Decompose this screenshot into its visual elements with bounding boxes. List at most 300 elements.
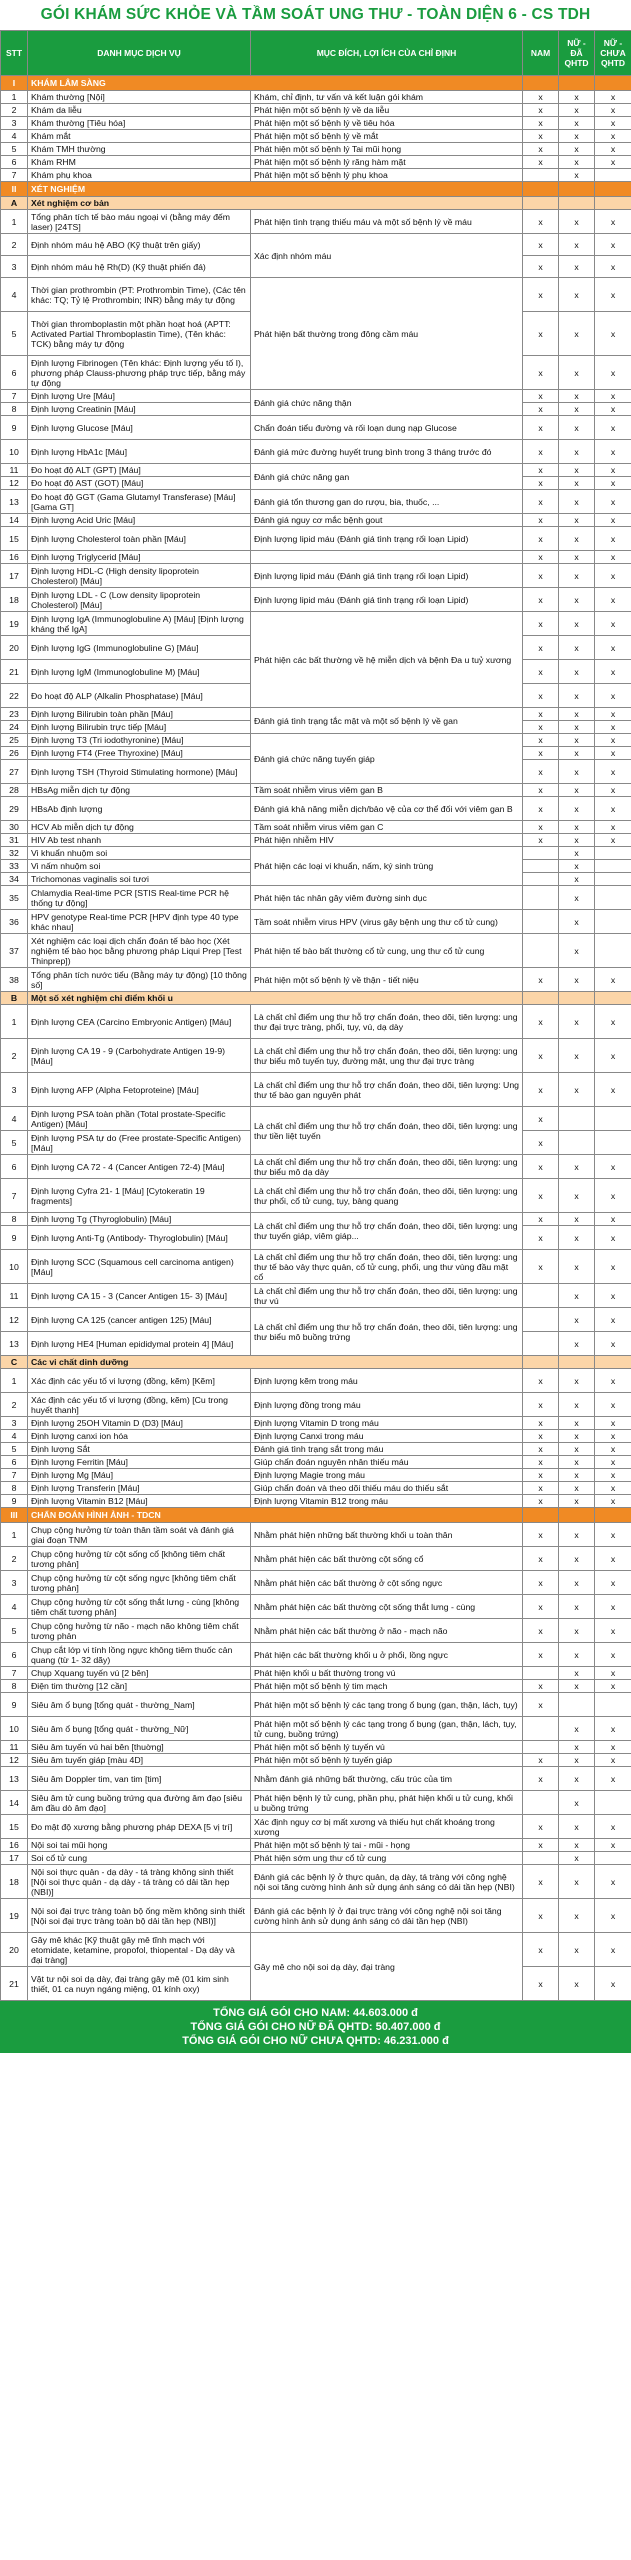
- female-single-mark: x: [595, 1967, 631, 2001]
- service-name: Đo hoạt độ AST (GOT) [Máu]: [28, 477, 251, 490]
- female-married-mark: x: [559, 1741, 595, 1754]
- table-row: [1, 1250, 631, 1284]
- table-row: [1, 1369, 631, 1393]
- row-number: 2: [1, 1547, 28, 1571]
- female-single-mark: x: [595, 390, 631, 403]
- section-index: B: [1, 992, 28, 1005]
- female-single-mark: x: [595, 514, 631, 527]
- table-row: [1, 156, 631, 169]
- male-mark: [523, 873, 559, 886]
- male-mark: x: [523, 278, 559, 312]
- row-number: 6: [1, 156, 28, 169]
- female-single-mark: [595, 1791, 631, 1815]
- header-female-single: NỮ - CHƯA QHTD: [595, 31, 631, 76]
- female-single-mark: [595, 1131, 631, 1155]
- female-single-mark: x: [595, 1308, 631, 1332]
- service-purpose: Nhằm đánh giá những bất thường, cấu trúc của tim: [251, 1767, 523, 1791]
- male-mark: [523, 886, 559, 910]
- row-number: 9: [1, 1693, 28, 1717]
- female-single-mark: x: [595, 821, 631, 834]
- row-number: 30: [1, 821, 28, 834]
- row-number: 14: [1, 1791, 28, 1815]
- service-name: Định lượng Creatinin [Máu]: [28, 403, 251, 416]
- female-married-mark: x: [559, 1865, 595, 1899]
- male-mark: x: [523, 784, 559, 797]
- row-number: 4: [1, 278, 28, 312]
- male-mark: x: [523, 464, 559, 477]
- male-mark: x: [523, 143, 559, 156]
- female-married-mark: x: [559, 684, 595, 708]
- table-row: [1, 1107, 631, 1131]
- header-purpose: MỤC ĐÍCH, LỢI ÍCH CỦA CHỈ ĐỊNH: [251, 31, 523, 76]
- section-row: [1, 76, 631, 91]
- service-name: Định lượng IgG (Immunoglobuline G) [Máu]: [28, 636, 251, 660]
- service-purpose: Định lượng lipid máu (Đánh giá tình trạng rối loạn Lipid): [251, 564, 523, 588]
- service-purpose: Phát hiện một số bệnh lý tuyến vú: [251, 1741, 523, 1754]
- service-name: HBsAg miễn dịch tự động: [28, 784, 251, 797]
- female-single-mark: x: [595, 1839, 631, 1852]
- section-index: A: [1, 197, 28, 210]
- male-mark: x: [523, 834, 559, 847]
- female-married-mark: x: [559, 130, 595, 143]
- male-mark: x: [523, 734, 559, 747]
- table-row: [1, 1619, 631, 1643]
- female-married-mark: x: [559, 1073, 595, 1107]
- row-number: 14: [1, 514, 28, 527]
- female-married-mark: x: [559, 847, 595, 860]
- table-row: [1, 734, 631, 747]
- table-row: [1, 1073, 631, 1107]
- empty-cell: [559, 992, 595, 1005]
- male-mark: x: [523, 390, 559, 403]
- male-mark: x: [523, 1131, 559, 1155]
- service-table: [0, 30, 631, 2001]
- male-mark: x: [523, 821, 559, 834]
- service-purpose: Phát hiện tế bào bất thường cổ tử cung, ung thư cổ tử cung: [251, 934, 523, 968]
- male-mark: x: [523, 256, 559, 278]
- row-number: 6: [1, 1155, 28, 1179]
- row-number: 33: [1, 860, 28, 873]
- female-married-mark: [559, 1107, 595, 1131]
- row-number: 1: [1, 210, 28, 234]
- female-single-mark: x: [595, 117, 631, 130]
- male-mark: x: [523, 1482, 559, 1495]
- service-name: Nội soi đại trực tràng toàn bộ ống mềm không sinh thiết [Nội soi đại trực tràng toàn bộ dải tần hẹp (NBI)]: [28, 1899, 251, 1933]
- male-mark: x: [523, 1417, 559, 1430]
- female-single-mark: x: [595, 1005, 631, 1039]
- female-single-mark: x: [595, 490, 631, 514]
- male-mark: x: [523, 636, 559, 660]
- row-number: 8: [1, 403, 28, 416]
- table-row: [1, 1815, 631, 1839]
- table-row: [1, 514, 631, 527]
- service-purpose: Phát hiện các bất thường về hệ miễn dịch và bệnh Đa u tuỷ xương: [251, 612, 523, 708]
- row-number: 6: [1, 1643, 28, 1667]
- service-name: Định lượng Ure [Máu]: [28, 390, 251, 403]
- table-row: [1, 91, 631, 104]
- female-single-mark: x: [595, 1865, 631, 1899]
- row-number: 19: [1, 1899, 28, 1933]
- service-name: Định lượng FT4 (Free Thyroxine) [Máu]: [28, 747, 251, 760]
- row-number: 16: [1, 1839, 28, 1852]
- male-mark: x: [523, 612, 559, 636]
- service-name: Trichomonas vaginalis soi tươi: [28, 873, 251, 886]
- female-single-mark: x: [595, 91, 631, 104]
- female-single-mark: x: [595, 1767, 631, 1791]
- female-single-mark: x: [595, 1179, 631, 1213]
- male-mark: [523, 860, 559, 873]
- female-single-mark: [595, 1852, 631, 1865]
- table-row: [1, 1547, 631, 1571]
- female-married-mark: x: [559, 1482, 595, 1495]
- service-name: Định lượng IgM (Immunoglobuline M) [Máu]: [28, 660, 251, 684]
- service-name: Định lượng Mg [Máu]: [28, 1469, 251, 1482]
- service-purpose: Phát hiện một số bệnh lý về thận - tiết niệu: [251, 968, 523, 992]
- female-married-mark: x: [559, 1899, 595, 1933]
- female-married-mark: x: [559, 1443, 595, 1456]
- female-single-mark: x: [595, 477, 631, 490]
- service-name: HPV genotype Real-time PCR [HPV định type 40 type khác nhau]: [28, 910, 251, 934]
- service-name: Khám thường [Nội]: [28, 91, 251, 104]
- female-married-mark: x: [559, 169, 595, 182]
- service-purpose: Phát hiện bệnh lý tử cung, phần phụ, phát hiện khối u tử cung, khối u buồng trứng: [251, 1791, 523, 1815]
- table-row: [1, 490, 631, 514]
- service-name: Khám RHM: [28, 156, 251, 169]
- table-row: [1, 1595, 631, 1619]
- service-name: HCV Ab miễn dịch tự động: [28, 821, 251, 834]
- female-single-mark: x: [595, 1369, 631, 1393]
- row-number: 1: [1, 1369, 28, 1393]
- female-married-mark: x: [559, 636, 595, 660]
- empty-cell: [523, 182, 559, 197]
- male-mark: x: [523, 968, 559, 992]
- service-purpose: Định lượng lipid máu (Đánh giá tình trạng rối loạn Lipid): [251, 588, 523, 612]
- table-row: [1, 234, 631, 256]
- male-mark: x: [523, 1430, 559, 1443]
- service-name: Gây mê khác [Kỹ thuật gây mê tĩnh mạch với etomidate, ketamine, propofol, thiopental - Dạ dày và đại tràng]: [28, 1933, 251, 1967]
- female-single-mark: [595, 934, 631, 968]
- empty-cell: [523, 197, 559, 210]
- female-single-mark: x: [595, 234, 631, 256]
- row-number: 12: [1, 477, 28, 490]
- male-mark: x: [523, 1680, 559, 1693]
- male-mark: x: [523, 1595, 559, 1619]
- table-row: [1, 1680, 631, 1693]
- service-purpose: Nhằm phát hiện các bất thường cột sống thắt lưng - cùng: [251, 1595, 523, 1619]
- service-purpose: Đánh giá khả năng miễn dịch/bảo vệ của cơ thể đối với viêm gan B: [251, 797, 523, 821]
- female-married-mark: x: [559, 1469, 595, 1482]
- empty-cell: [595, 1356, 631, 1369]
- male-mark: [523, 1717, 559, 1741]
- table-row: [1, 797, 631, 821]
- row-number: 20: [1, 636, 28, 660]
- table-row: [1, 1456, 631, 1469]
- empty-cell: [523, 76, 559, 91]
- row-number: 34: [1, 873, 28, 886]
- table-row: [1, 1865, 631, 1899]
- row-number: 3: [1, 256, 28, 278]
- table-row: [1, 1284, 631, 1308]
- female-married-mark: x: [559, 910, 595, 934]
- female-single-mark: x: [595, 660, 631, 684]
- row-number: 6: [1, 1456, 28, 1469]
- table-row: [1, 416, 631, 440]
- table-row: [1, 1767, 631, 1791]
- service-name: Định lượng HE4 [Human epididymal protein 4] [Máu]: [28, 1332, 251, 1356]
- section-row: [1, 182, 631, 197]
- female-single-mark: x: [595, 1933, 631, 1967]
- service-purpose: Giúp chẩn đoán nguyên nhân thiếu máu: [251, 1456, 523, 1469]
- female-single-mark: x: [595, 416, 631, 440]
- female-single-mark: x: [595, 312, 631, 356]
- table-row: [1, 130, 631, 143]
- service-name: Định lượng CA 19 - 9 (Carbohydrate Antigen 19-9) [Máu]: [28, 1039, 251, 1073]
- row-number: 35: [1, 886, 28, 910]
- service-purpose: Phát hiện một số bệnh lý các tạng trong ổ bụng (gan, thận, lách, tụy): [251, 1693, 523, 1717]
- row-number: 29: [1, 797, 28, 821]
- male-mark: x: [523, 708, 559, 721]
- female-single-mark: x: [595, 156, 631, 169]
- female-single-mark: x: [595, 588, 631, 612]
- female-single-mark: x: [595, 721, 631, 734]
- row-number: 9: [1, 1495, 28, 1508]
- header-stt: STT: [1, 31, 28, 76]
- female-single-mark: [595, 169, 631, 182]
- female-married-mark: x: [559, 1967, 595, 2001]
- empty-cell: [559, 1356, 595, 1369]
- female-married-mark: x: [559, 1308, 595, 1332]
- row-number: 32: [1, 847, 28, 860]
- male-mark: [523, 910, 559, 934]
- male-mark: x: [523, 440, 559, 464]
- service-name: HIV Ab test nhanh: [28, 834, 251, 847]
- row-number: 7: [1, 1179, 28, 1213]
- row-number: 19: [1, 612, 28, 636]
- table-row: [1, 886, 631, 910]
- empty-cell: [559, 76, 595, 91]
- row-number: 24: [1, 721, 28, 734]
- table-row: [1, 1417, 631, 1430]
- price-totals: [0, 2001, 631, 2053]
- female-married-mark: x: [559, 156, 595, 169]
- service-name: Định lượng Cholesterol toàn phần [Máu]: [28, 527, 251, 551]
- service-purpose: Phát hiện một số bệnh lý về tiêu hóa: [251, 117, 523, 130]
- male-mark: x: [523, 564, 559, 588]
- male-mark: x: [523, 416, 559, 440]
- empty-cell: [595, 1508, 631, 1523]
- service-name: Định nhóm máu hệ Rh(D) (Kỹ thuật phiến đá): [28, 256, 251, 278]
- female-married-mark: x: [559, 1571, 595, 1595]
- table-row: [1, 1430, 631, 1443]
- subsection-row: [1, 197, 631, 210]
- female-single-mark: x: [595, 104, 631, 117]
- table-row: [1, 1213, 631, 1226]
- female-single-mark: x: [595, 834, 631, 847]
- row-number: 11: [1, 1741, 28, 1754]
- empty-cell: [595, 197, 631, 210]
- female-single-mark: x: [595, 968, 631, 992]
- female-married-mark: x: [559, 1767, 595, 1791]
- female-married-mark: x: [559, 1456, 595, 1469]
- table-row: [1, 1717, 631, 1741]
- male-mark: x: [523, 1213, 559, 1226]
- table-row: [1, 1155, 631, 1179]
- table-row: [1, 1179, 631, 1213]
- table-header-row: [1, 31, 631, 76]
- female-married-mark: x: [559, 1595, 595, 1619]
- table-row: [1, 527, 631, 551]
- female-single-mark: x: [595, 734, 631, 747]
- female-married-mark: x: [559, 210, 595, 234]
- service-name: Định lượng 25OH Vitamin D (D3) [Máu]: [28, 1417, 251, 1430]
- service-purpose: Phát hiện một số bệnh lý về da liễu: [251, 104, 523, 117]
- service-purpose: Đánh giá các bệnh lý ở đại trực tràng với công nghệ nội soi tăng cường hình ảnh sử dụng ánh sáng có dải tần hẹp (NBI): [251, 1899, 523, 1933]
- service-name: Định lượng Glucose [Máu]: [28, 416, 251, 440]
- female-married-mark: x: [559, 747, 595, 760]
- subsection-row: [1, 1356, 631, 1369]
- male-mark: x: [523, 1754, 559, 1767]
- male-mark: x: [523, 551, 559, 564]
- service-name: Định lượng Ferritin [Máu]: [28, 1456, 251, 1469]
- row-number: 4: [1, 1430, 28, 1443]
- female-single-mark: x: [595, 747, 631, 760]
- female-married-mark: [559, 1693, 595, 1717]
- service-name: Siêu âm tử cung buồng trứng qua đường âm đạo [siêu âm đầu dò âm đạo]: [28, 1791, 251, 1815]
- service-name: Khám TMH thường: [28, 143, 251, 156]
- male-mark: x: [523, 1643, 559, 1667]
- service-name: Khám phụ khoa: [28, 169, 251, 182]
- female-married-mark: x: [559, 440, 595, 464]
- row-number: 11: [1, 464, 28, 477]
- section-index: I: [1, 76, 28, 91]
- female-married-mark: x: [559, 490, 595, 514]
- male-mark: x: [523, 1226, 559, 1250]
- row-number: 3: [1, 117, 28, 130]
- empty-cell: [595, 992, 631, 1005]
- row-number: 4: [1, 1595, 28, 1619]
- male-mark: x: [523, 1619, 559, 1643]
- section-title: CHẨN ĐOÁN HÌNH ẢNH - TDCN: [28, 1508, 523, 1523]
- empty-cell: [559, 1508, 595, 1523]
- empty-cell: [559, 197, 595, 210]
- table-row: [1, 821, 631, 834]
- female-single-mark: x: [595, 210, 631, 234]
- male-mark: x: [523, 1469, 559, 1482]
- female-single-mark: x: [595, 1680, 631, 1693]
- row-number: 22: [1, 684, 28, 708]
- table-row: [1, 1393, 631, 1417]
- header-male: NAM: [523, 31, 559, 76]
- service-name: Siêu âm ổ bụng [tổng quát - thường_Nữ]: [28, 1717, 251, 1741]
- male-mark: x: [523, 156, 559, 169]
- female-single-mark: x: [595, 708, 631, 721]
- service-name: Siêu âm tuyến vú hai bên [thuờng]: [28, 1741, 251, 1754]
- female-single-mark: x: [595, 1619, 631, 1643]
- female-married-mark: x: [559, 1717, 595, 1741]
- row-number: 10: [1, 1717, 28, 1741]
- service-name: Siêu âm ổ bụng [tổng quát - thường_Nam]: [28, 1693, 251, 1717]
- table-row: [1, 1571, 631, 1595]
- row-number: 1: [1, 91, 28, 104]
- service-purpose: Đánh giá chức năng tuyến giáp: [251, 734, 523, 784]
- service-purpose: Là chất chỉ điểm ung thư hỗ trợ chẩn đoán, theo dõi, tiên lượng: ung thư biểu mô buồng trứng: [251, 1308, 523, 1356]
- table-row: [1, 117, 631, 130]
- service-name: Chụp cắt lớp vi tính lồng ngực không tiêm thuốc cản quang (từ 1- 32 dãy): [28, 1643, 251, 1667]
- male-mark: x: [523, 747, 559, 760]
- female-married-mark: x: [559, 1791, 595, 1815]
- table-row: [1, 1469, 631, 1482]
- table-row: [1, 143, 631, 156]
- service-name: Định lượng CA 15 - 3 (Cancer Antigen 15- 3) [Máu]: [28, 1284, 251, 1308]
- table-row: [1, 551, 631, 564]
- row-number: 18: [1, 588, 28, 612]
- row-number: 4: [1, 1107, 28, 1131]
- female-married-mark: x: [559, 1213, 595, 1226]
- male-mark: x: [523, 1443, 559, 1456]
- service-purpose: Là chất chỉ điểm ung thư hỗ trợ chẩn đoán, theo dõi, tiên lượng: ung thư biểu mô dạ dày: [251, 1155, 523, 1179]
- row-number: 2: [1, 104, 28, 117]
- male-mark: x: [523, 1571, 559, 1595]
- service-name: Chụp cộng hưởng từ não - mạch não không tiêm chất tương phản: [28, 1619, 251, 1643]
- section-title: XÉT NGHIỆM: [28, 182, 523, 197]
- service-name: Xét nghiệm các loại dịch chẩn đoán tế bào học (Xét nghiệm tế bào học bằng phương pháp Liqui Prep [Test Thinprep]): [28, 934, 251, 968]
- service-name: Định lượng Fibrinogen (Tên khác: Định lượng yếu tố I), phương pháp Clauss-phương pháp trực tiếp, bằng máy tự động: [28, 356, 251, 390]
- male-mark: x: [523, 117, 559, 130]
- male-mark: x: [523, 1899, 559, 1933]
- row-number: 3: [1, 1417, 28, 1430]
- male-mark: x: [523, 797, 559, 821]
- service-purpose: Định lượng lipid máu (Đánh giá tình trạng rối loạn Lipid): [251, 527, 523, 551]
- female-married-mark: x: [559, 1250, 595, 1284]
- female-single-mark: x: [595, 1250, 631, 1284]
- table-row: [1, 934, 631, 968]
- row-number: 1: [1, 1523, 28, 1547]
- row-number: 20: [1, 1933, 28, 1967]
- row-number: 21: [1, 1967, 28, 2001]
- male-mark: x: [523, 1815, 559, 1839]
- female-single-mark: x: [595, 1332, 631, 1356]
- female-married-mark: x: [559, 1839, 595, 1852]
- subsection-row: [1, 992, 631, 1005]
- row-number: 7: [1, 390, 28, 403]
- row-number: 17: [1, 1852, 28, 1865]
- service-name: Định lượng Acid Uric [Máu]: [28, 514, 251, 527]
- table-row: [1, 210, 631, 234]
- service-purpose: Là chất chỉ điểm ung thư hỗ trợ chẩn đoán, theo dõi, tiên lượng: ung thư tế bào vảy thực quản, cổ tử cung, phổi, ung thư vùng đầu mặt cổ: [251, 1250, 523, 1284]
- female-married-mark: x: [559, 91, 595, 104]
- male-mark: x: [523, 760, 559, 784]
- service-name: Khám da liễu: [28, 104, 251, 117]
- service-name: Vi khuẩn nhuộm soi: [28, 847, 251, 860]
- female-single-mark: [595, 847, 631, 860]
- service-purpose: Định lượng Vitamin B12 trong máu: [251, 1495, 523, 1508]
- female-married-mark: x: [559, 356, 595, 390]
- row-number: 36: [1, 910, 28, 934]
- row-number: 5: [1, 1131, 28, 1155]
- row-number: 4: [1, 130, 28, 143]
- male-mark: x: [523, 514, 559, 527]
- female-married-mark: x: [559, 1417, 595, 1430]
- table-row: [1, 968, 631, 992]
- section-title: Các vi chất dinh dưỡng: [28, 1356, 523, 1369]
- male-mark: x: [523, 1693, 559, 1717]
- service-purpose: Là chất chỉ điểm ung thư hỗ trợ chẩn đoán, theo dõi, tiên lượng: ung thư tuyến giáp, viêm giáp...: [251, 1213, 523, 1250]
- male-mark: x: [523, 210, 559, 234]
- row-number: 10: [1, 1250, 28, 1284]
- male-mark: x: [523, 1967, 559, 2001]
- service-purpose: Phát hiện một số bệnh lý về mắt: [251, 130, 523, 143]
- service-name: Chụp Xquang tuyến vú [2 bên]: [28, 1667, 251, 1680]
